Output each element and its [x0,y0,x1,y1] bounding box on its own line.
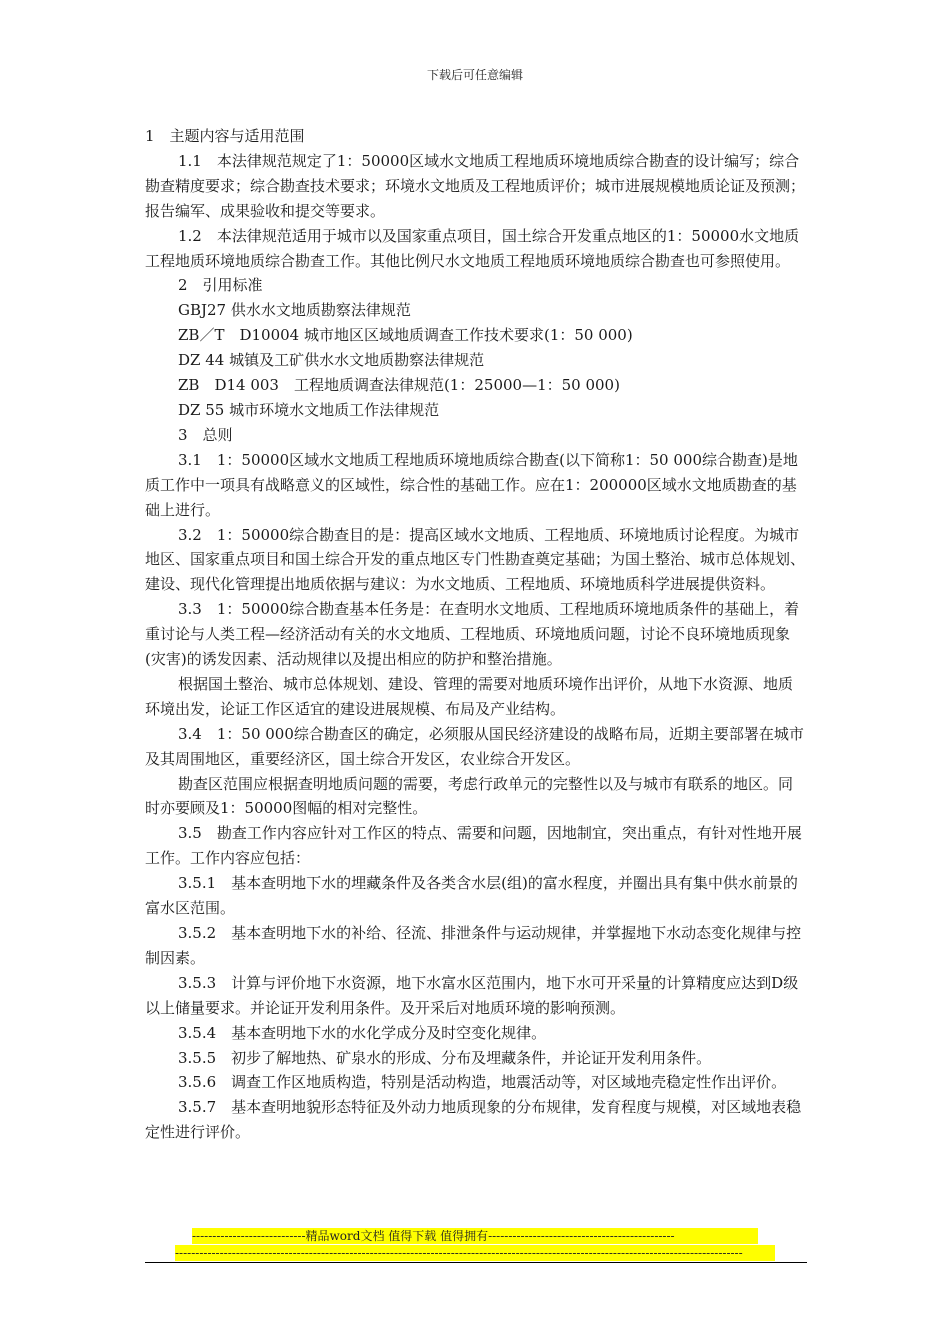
section-heading: 3 总则 [178,425,233,444]
standard-reference: GBJ27 供水水文地质勘察法律规范 [178,301,411,320]
standard-reference: ZB D14 003 工程地质调查法律规范(1：25000—1：50 000) [178,376,620,395]
paragraph: 3.5.5 初步了解地热、矿泉水的形成、分布及埋藏条件，并论证开发利用条件。 [178,1048,712,1067]
paragraph: 3.2 1：50000综合勘查目的是：提高区域水文地质、工程地质、环境地质讨论程度。为城市地区、国家重点项目和国土综合开发的重点地区专门性勘查奠定基础；为国土整治、城市总体规划、建设、现代化管理提出地质依据与建议：为水文地质、工程地质、环境地质科学进展提供资料。 [145,525,806,594]
paragraph: 3.5.4 基本查明地下水的水化学成分及时空变化规律。 [178,1023,547,1042]
footer-divider [145,1262,807,1263]
paragraph: 3.5.6 调查工作区地质构造，特别是活动构造，地震活动等，对区域地壳稳定性作出评价。 [178,1073,787,1092]
footer-banner-line-2: -------------------------------------------------------------------------------------------------------------------------------------------- [175,1245,775,1261]
paragraph: 根据国土整治、城市总体规划、建设、管理的需要对地质环境作出评价，从地下水资源、地质环境出发，论证工作区适宜的建设进展规模、布局及产业结构。 [145,674,794,718]
paragraph: 3.5.7 基本查明地貌形态特征及外动力地质现象的分布规律，发育程度与规模，对区域地表稳定性进行评价。 [145,1098,802,1142]
paragraph: 3.4 1：50 000综合勘查区的确定，必须服从国民经济建设的战略布局，近期主要部署在城市及其周围地区，重要经济区，国土综合开发区，农业综合开发区。 [145,724,804,768]
section-heading: 1 主题内容与适用范围 [145,127,305,145]
standard-reference: DZ 55 城市环境水文地质工作法律规范 [178,400,440,419]
paragraph: 3.5.1 基本查明地下水的埋藏条件及各类含水层(组)的富水程度，并圈出具有集中供水前景的富水区范围。 [145,874,798,918]
paragraph: 3.5.2 基本查明地下水的补给、径流、排泄条件与运动规律，并掌握地下水动态变化规律与控制因素。 [145,924,802,967]
paragraph: 1.1 本法律规范规定了1：50000区域水文地质工程地质环境地质综合勘查的设计编写；综合勘查精度要求；综合勘查技术要求；环境水文地质及工程地质评价；城市进展规模地质论证及预测；报告编军、成果验收和提交等要求。 [145,151,806,220]
paragraph: 3.5 勘查工作内容应针对工作区的特点、需要和问题，因地制宜，突出重点，有针对性地开展工作。工作内容应包括： [145,824,802,868]
paragraph: 3.3 1：50000综合勘查基本任务是：在查明水文地质、工程地质环境地质条件的基础上，着重讨论与人类工程—经济活动有关的水文地质、工程地质、环境地质问题，讨论不良环境地质现象(灾害)的诱发因素、活动规律以及提出相应的防护和整治措施。 [145,600,800,669]
paragraph: 勘查区范围应根据查明地质问题的需要，考虑行政单元的完整性以及与城市有联系的地区。同时亦要顾及1：50000图幅的相对完整性。 [145,774,794,818]
document-body [145,124,807,1145]
footer-banner-line-1: ----------------------------精品word文档 值得下载 值得拥有---------------------------------------------- [192,1228,758,1244]
standard-reference: DZ 44 城镇及工矿供水水文地质勘察法律规范 [178,351,485,370]
section-heading: 2 引用标准 [178,276,263,295]
page-header: 下载后可任意编辑 [426,68,523,82]
paragraph: 3.5.3 计算与评价地下水资源，地下水富水区范围内，地下水可开采量的计算精度应达到D级以上储量要求。并论证开发利用条件。及开采后对地质环境的影响预测。 [145,973,799,1017]
paragraph: 3.1 1：50000区域水文地质工程地质环境地质综合勘查(以下简称1：50 000综合勘查)是地质工作中一项具有战略意义的区域性，综合性的基础工作。应在1：200000区域水文地质勘查的基础上进行。 [145,450,798,519]
standard-reference: ZB／T D10004 城市地区区域地质调查工作技术要求(1：50 000) [178,326,633,345]
paragraph: 1.2 本法律规范适用于城市以及国家重点项目，国土综合开发重点地区的1：50000水文地质工程地质环境地质综合勘查工作。其他比例尺水文地质工程地质环境地质综合勘查也可参照使用。 [145,226,800,270]
